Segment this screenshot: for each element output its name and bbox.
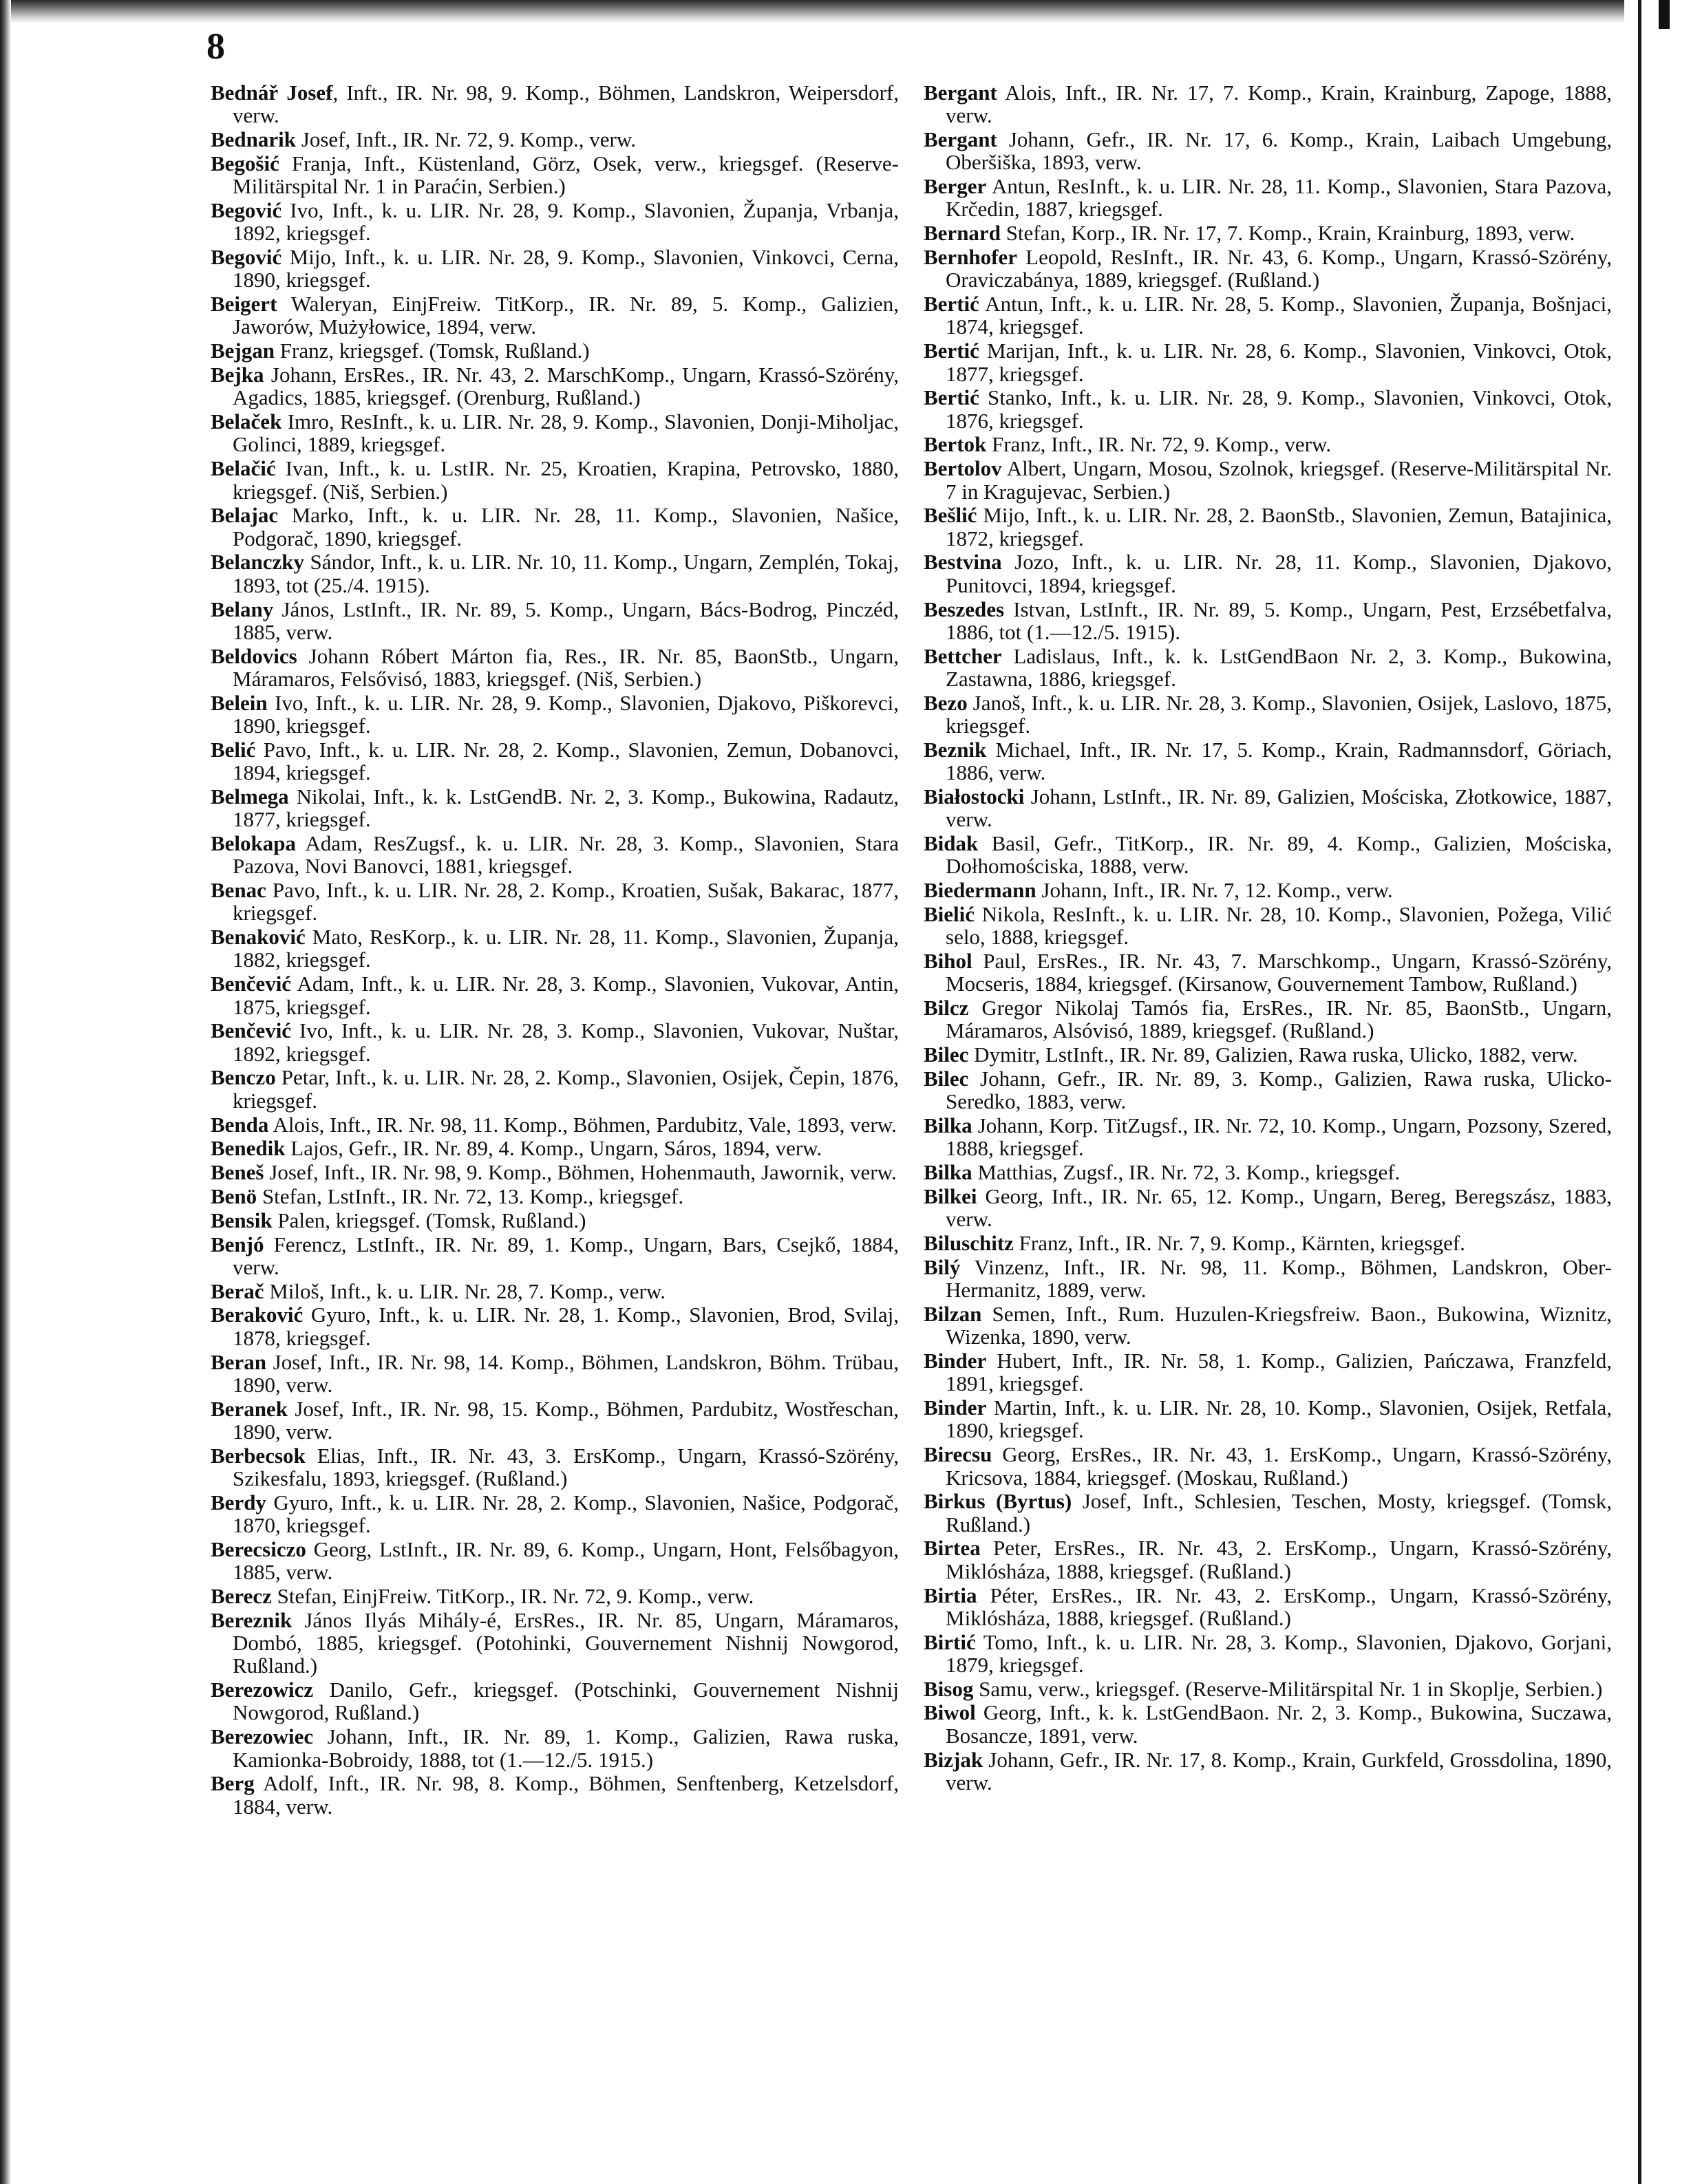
entry-surname: Belačić: [211, 456, 276, 481]
page-number: 8: [206, 25, 225, 67]
entry-surname: Bernhofer: [924, 245, 1018, 270]
list-entry: [924, 457, 1612, 503]
entry-details: , Inft., IR. Nr. 98, 9. Komp., Böhmen, Landskron, Weipersdorf, verw.: [233, 81, 899, 128]
entry-surname: Begović: [211, 197, 282, 222]
entry-surname: Beigert: [211, 292, 277, 317]
entry-surname: Belmega: [211, 784, 289, 809]
entry-details: Stanko, Inft., k. u. LIR. Nr. 28, 9. Komp., Slavonien, Vinkovci, Otok, 1876, kriegsgef.: [946, 385, 1612, 433]
entry-surname: Bizjak: [924, 1747, 983, 1772]
list-entry: [211, 1398, 899, 1444]
list-entry: [924, 292, 1612, 339]
list-entry: [211, 738, 899, 784]
entry-details: Dymitr, LstInft., IR. Nr. 89, Galizien, Rawa ruska, Ulicko, 1882, verw.: [968, 1042, 1578, 1067]
list-entry: [211, 1185, 899, 1208]
list-entry: [211, 879, 899, 925]
entry-surname: Binder: [924, 1349, 987, 1373]
list-entry: [924, 692, 1612, 738]
list-entry: [211, 1491, 899, 1537]
entry-details: Johann, LstInft., IR. Nr. 89, Galizien, Mościska, Złotkowice, 1887, verw.: [946, 784, 1612, 832]
entry-details: Adam, Inft., k. u. LIR. Nr. 28, 3. Komp., Slavonien, Vukovar, Antin, 1875, kriegsgef.: [233, 972, 899, 1019]
list-entry: [924, 175, 1612, 221]
entry-surname: Beranek: [211, 1396, 288, 1421]
entry-surname: Bertolov: [924, 456, 1002, 481]
entry-surname: Begošić: [211, 151, 279, 175]
list-entry: [924, 1584, 1612, 1630]
list-entry: [924, 1161, 1612, 1184]
entry-surname: Birtia: [924, 1583, 977, 1607]
scan-edge-left: [0, 0, 11, 2184]
list-entry: [924, 1678, 1612, 1700]
list-entry: [211, 152, 899, 198]
entry-surname: Bilka: [924, 1160, 972, 1185]
entry-details: Johann Róbert Márton fia, Res., IR. Nr. 85, BaonStb., Ungarn, Máramaros, Felsővisó, 1883, kriegsgef. (Niš, Serbien.): [233, 643, 899, 691]
list-entry: [924, 1256, 1612, 1302]
list-entry: [924, 1631, 1612, 1677]
entry-details: Nikola, ResInft., k. u. LIR. Nr. 28, 10. Komp., Slavonien, Požega, Vilić selo, 1888, kriegsgef.: [946, 901, 1612, 950]
entry-surname: Beran: [211, 1349, 266, 1374]
entry-details: Gyuro, Inft., k. u. LIR. Nr. 28, 2. Komp., Slavonien, Našice, Podgorač, 1870, kriegsgef.: [233, 1490, 899, 1538]
entry-details: Johann, Inft., IR. Nr. 89, 1. Komp., Galizien, Rawa ruska, Kamionka-Bobroidy, 1888, tot (1.—12./5. 1915.): [233, 1724, 899, 1772]
entry-surname: Belajac: [211, 503, 279, 528]
entry-surname: Belanczky: [211, 550, 305, 575]
entry-surname: Birtea: [924, 1536, 981, 1561]
entry-details: Nikolai, Inft., k. k. LstGendB. Nr. 2, 3. Komp., Bukowina, Radautz, 1877, kriegsgef.: [233, 784, 899, 832]
entry-surname: Bergant: [924, 127, 997, 152]
list-entry: [924, 1443, 1612, 1489]
list-entry: [211, 1280, 899, 1303]
entry-surname: Birkus (Byrtus): [924, 1489, 1072, 1514]
entry-details: Mijo, Inft., k. u. LIR. Nr. 28, 9. Komp., Slavonien, Vinkovci, Cerna, 1890, kriegsgef.: [233, 245, 899, 292]
list-entry: [924, 1043, 1612, 1066]
entry-details: Johann, ErsRes., IR. Nr. 43, 2. MarschKomp., Ungarn, Krassó-Szörény, Agadics, 1885, kriegsgef. (Orenburg, Rußland.): [233, 363, 899, 410]
entry-surname: Birtić: [924, 1629, 976, 1654]
entry-surname: Biedermann: [924, 878, 1036, 903]
entry-details: Sándor, Inft., k. u. LIR. Nr. 10, 11. Komp., Ungarn, Zemplén, Tokaj, 1893, tot (25./4. 1915).: [233, 550, 899, 597]
entry-details: Imro, ResInft., k. u. LIR. Nr. 28, 9. Komp., Slavonien, Donji-Miholjac, Golinci, 1889, kriegsgef.: [233, 409, 899, 457]
entry-surname: Bestvina: [924, 550, 1002, 575]
entry-surname: Bilka: [924, 1113, 972, 1138]
list-entry: [924, 832, 1612, 878]
entry-surname: Beraković: [211, 1303, 304, 1327]
entry-details: Ladislaus, Inft., k. k. LstGendBaon Nr. 2, 3. Komp., Bukowina, Zastawna, 1886, kriegsgef.: [946, 643, 1612, 691]
entry-surname: Berg: [211, 1771, 255, 1796]
list-entry: [211, 550, 899, 597]
entry-surname: Bednář Josef: [211, 81, 333, 105]
entry-details: Michael, Inft., IR. Nr. 17, 5. Komp., Krain, Radmannsdorf, Göriach, 1886, verw.: [946, 737, 1612, 785]
list-entry: [924, 996, 1612, 1042]
entry-details: Josef, Inft., IR. Nr. 72, 9. Komp., verw.: [296, 127, 636, 152]
list-entry: [924, 1701, 1612, 1747]
list-entry: [211, 81, 899, 127]
list-entry: [924, 1114, 1612, 1160]
entry-details: Gyuro, Inft., k. u. LIR. Nr. 28, 1. Komp., Slavonien, Brod, Svilaj, 1878, kriegsgef.: [233, 1303, 899, 1350]
entry-surname: Benac: [211, 878, 266, 903]
list-entry: [211, 199, 899, 245]
entry-surname: Białostocki: [924, 784, 1025, 809]
entry-surname: Bejgan: [211, 339, 275, 363]
entry-details: Ferencz, LstInft., IR. Nr. 89, 1. Komp., Ungarn, Bars, Csejkő, 1884, verw.: [233, 1232, 899, 1279]
list-entry: [924, 1349, 1612, 1395]
entry-surname: Benčević: [211, 972, 292, 996]
entry-details: Georg, LstInft., IR. Nr. 89, 6. Komp., Ungarn, Hont, Felsőbagyon, 1885, verw.: [233, 1537, 899, 1585]
entry-details: Franja, Inft., Küstenland, Görz, Osek, verw., kriegsgef. (Reserve-Militärspital Nr. 1 in Paraćin, Serbien.): [233, 151, 899, 199]
list-entry: [924, 738, 1612, 784]
entry-details: Albert, Ungarn, Mosou, Szolnok, kriegsgef. (Reserve-Militärspital Nr. 7 in Kragujevac, Serbien.): [946, 456, 1612, 504]
entry-details: János, LstInft., IR. Nr. 89, 5. Komp., Ungarn, Bács-Bodrog, Pinczéd, 1885, verw.: [233, 597, 899, 644]
list-entry: [211, 972, 899, 1018]
list-entry: [211, 1209, 899, 1232]
entry-details: Josef, Inft., IR. Nr. 98, 14. Komp., Böhmen, Landskron, Böhm. Trübau, 1890, verw.: [233, 1349, 899, 1397]
entry-surname: Belany: [211, 597, 274, 621]
right-column: [924, 81, 1612, 1795]
entry-details: Marijan, Inft., k. u. LIR. Nr. 28, 6. Komp., Slavonien, Vinkovci, Otok, 1877, kriegsgef.: [946, 339, 1612, 386]
entry-surname: Biluschitz: [924, 1231, 1014, 1256]
list-entry: [924, 1232, 1612, 1254]
entry-details: Jozo, Inft., k. u. LIR. Nr. 28, 11. Komp., Slavonien, Djakovo, Punitovci, 1894, kriegsgef.: [946, 550, 1612, 597]
entry-surname: Benö: [211, 1184, 257, 1208]
entry-surname: Berač: [211, 1278, 264, 1303]
list-entry: [924, 386, 1612, 432]
entry-details: Josef, Inft., IR. Nr. 98, 15. Komp., Böhmen, Pardubitz, Wostřeschan, 1890, verw.: [233, 1396, 899, 1444]
entry-details: Paul, ErsRes., IR. Nr. 43, 7. Marschkomp., Ungarn, Krassó-Szörény, Mocseris, 1884, kriegsgef. (Kirsanow, Gouvernement Tambow, Rußland.): [946, 948, 1612, 996]
entry-details: Johann, Inft., IR. Nr. 7, 12. Komp., verw.: [1036, 878, 1393, 903]
entry-details: Pavo, Inft., k. u. LIR. Nr. 28, 2. Komp., Kroatien, Sušak, Bakarac, 1877, kriegsgef.: [233, 878, 899, 925]
entry-surname: Belaček: [211, 409, 282, 434]
list-entry: [924, 81, 1612, 127]
entry-surname: Belein: [211, 690, 268, 715]
list-entry: [924, 785, 1612, 831]
entry-details: Leopold, ResInft., IR. Nr. 43, 6. Komp., Ungarn, Krassó-Szörény, Oraviczabánya, 1889, kriegsgef. (Rußland.): [946, 245, 1612, 292]
entry-surname: Bilý: [924, 1254, 961, 1279]
entry-details: Tomo, Inft., k. u. LIR. Nr. 28, 3. Komp., Slavonien, Djakovo, Gorjani, 1879, kriegsgef.: [946, 1629, 1612, 1677]
entry-details: Adolf, Inft., IR. Nr. 98, 8. Komp., Böhmen, Senftenberg, Ketzelsdorf, 1884, verw.: [233, 1771, 899, 1819]
entry-details: Elias, Inft., IR. Nr. 43, 3. ErsKomp., Ungarn, Krassó-Szörény, Szikesfalu, 1893, kriegsgef. (Rußland.): [233, 1443, 899, 1491]
list-entry: [924, 598, 1612, 644]
entry-surname: Benda: [211, 1112, 269, 1137]
entry-surname: Bernard: [924, 221, 1001, 246]
entry-surname: Berger: [924, 174, 987, 199]
list-entry: [211, 1585, 899, 1607]
entry-surname: Bidak: [924, 831, 979, 855]
list-entry: [211, 1444, 899, 1490]
entry-surname: Bešlić: [924, 503, 977, 528]
entry-details: Martin, Inft., k. u. LIR. Nr. 28, 10. Komp., Slavonien, Osijek, Retfala, 1890, kriegsgef.: [946, 1395, 1612, 1443]
entry-surname: Bertić: [924, 385, 979, 410]
entry-surname: Bilec: [924, 1042, 969, 1067]
entry-details: Stefan, EinjFreiw. TitKorp., IR. Nr. 72, 9. Komp., verw.: [271, 1584, 754, 1608]
entry-details: Antun, ResInft., k. u. LIR. Nr. 28, 11. Komp., Slavonien, Stara Pazova, Krčedin, 1887, kriegsgef.: [946, 174, 1612, 222]
entry-details: Franz, Inft., IR. Nr. 7, 9. Komp., Kärnten, kriegsgef.: [1013, 1231, 1465, 1256]
entry-surname: Benjó: [211, 1232, 264, 1256]
list-entry: [211, 1351, 899, 1397]
list-entry: [924, 1490, 1612, 1536]
entry-details: Ivo, Inft., k. u. LIR. Nr. 28, 9. Komp., Slavonien, Županja, Vrbanja, 1892, kriegsgef.: [233, 197, 899, 246]
list-entry: [211, 1233, 899, 1279]
right-edge-tab: [1659, 0, 1670, 29]
list-entry: [211, 925, 899, 972]
list-entry: [924, 1537, 1612, 1583]
entry-details: Mato, ResKorp., k. u. LIR. Nr. 28, 11. Komp., Slavonien, Županja, 1882, kriegsgef.: [233, 925, 899, 972]
entry-surname: Berezowicz: [211, 1678, 314, 1702]
entry-surname: Beneš: [211, 1160, 264, 1185]
list-entry: [211, 645, 899, 691]
entry-details: Istvan, LstInft., IR. Nr. 89, 5. Komp., Ungarn, Pest, Erzsébetfalva, 1886, tot (1.—12./5. 1915).: [946, 597, 1612, 644]
list-entry: [211, 1538, 899, 1584]
entry-surname: Bereznik: [211, 1607, 293, 1632]
entry-surname: Bertok: [924, 432, 987, 457]
entry-details: Janoš, Inft., k. u. LIR. Nr. 28, 3. Komp., Slavonien, Osijek, Laslovo, 1875, kriegsgef.: [946, 690, 1612, 738]
entry-details: Josef, Inft., IR. Nr. 98, 9. Komp., Böhmen, Hohenmauth, Jawornik, verw.: [264, 1160, 897, 1185]
entry-details: Alois, Inft., IR. Nr. 98, 11. Komp., Böhmen, Pardubitz, Vale, 1893, verw.: [268, 1112, 897, 1137]
entry-surname: Bertić: [924, 292, 979, 317]
entry-surname: Bezo: [924, 690, 968, 715]
entry-details: Franz, kriegsgef. (Tomsk, Rußland.): [275, 339, 590, 363]
entry-surname: Belokapa: [211, 831, 297, 855]
list-entry: [924, 128, 1612, 174]
entry-details: Marko, Inft., k. u. LIR. Nr. 28, 11. Komp., Slavonien, Našice, Podgorač, 1890, kriegsgef.: [233, 503, 899, 550]
entry-details: Stefan, LstInft., IR. Nr. 72, 13. Komp., kriegsgef.: [257, 1184, 684, 1208]
list-entry: [211, 457, 899, 503]
entry-details: Alois, Inft., IR. Nr. 17, 7. Komp., Krain, Krainburg, Zapoge, 1888, verw.: [946, 81, 1612, 128]
entry-surname: Bilec: [924, 1066, 969, 1091]
list-entry: [211, 1113, 899, 1136]
list-entry: [924, 339, 1612, 385]
entry-surname: Bertić: [924, 339, 979, 363]
list-entry: [924, 950, 1612, 996]
entry-details: Johann, Korp. TitZugsf., IR. Nr. 72, 10. Komp., Ungarn, Pozsony, Szered, 1888, kriegsgef.: [946, 1113, 1612, 1161]
list-entry: [211, 246, 899, 292]
entry-details: Palen, kriegsgef. (Tomsk, Rußland.): [272, 1208, 586, 1232]
list-entry: [211, 1725, 899, 1771]
entry-surname: Benaković: [211, 925, 306, 950]
entry-surname: Biwol: [924, 1700, 976, 1725]
entry-surname: Bilkei: [924, 1184, 977, 1208]
list-entry: [924, 645, 1612, 691]
list-entry: [211, 1019, 899, 1065]
entry-details: Johann, Gefr., IR. Nr. 17, 6. Komp., Krain, Laibach Umgebung, Oberšiška, 1893, verw.: [946, 127, 1612, 175]
entry-details: Lajos, Gefr., IR. Nr. 89, 4. Komp., Ungarn, Sáros, 1894, verw.: [285, 1136, 822, 1161]
entry-details: János Ilyás Mihály-é, ErsRes., IR. Nr. 85, Ungarn, Máramaros, Dombó, 1885, kriegsgef. (Potohinki, Gouvernement Nishnij Nowgorod, Rußland.): [233, 1607, 899, 1678]
list-entry: [211, 692, 899, 738]
list-entry: [924, 433, 1612, 456]
entry-surname: Bilcz: [924, 996, 969, 1020]
entry-surname: Bensik: [211, 1208, 273, 1232]
list-entry: [211, 1066, 899, 1112]
list-entry: [211, 598, 899, 644]
entry-details: Ivan, Inft., k. u. LstIR. Nr. 25, Kroatien, Krapina, Petrovsko, 1880, kriegsgef. (Niš, Serbien.): [233, 456, 899, 504]
entry-surname: Bednarik: [211, 127, 297, 152]
list-entry: [211, 1303, 899, 1349]
list-entry: [211, 1678, 899, 1724]
entry-details: Georg, ErsRes., IR. Nr. 43, 1. ErsKomp., Ungarn, Krassó-Szörény, Kricsova, 1884, kriegsgef. (Moskau, Rußland.): [946, 1442, 1612, 1490]
entry-details: Georg, Inft., k. k. LstGendBaon. Nr. 2, 3. Komp., Bukowina, Suczawa, Bosancze, 1891, verw.: [946, 1700, 1612, 1748]
entry-surname: Berezowiec: [211, 1724, 314, 1749]
entry-surname: Benedik: [211, 1136, 286, 1161]
entry-details: Danilo, Gefr., kriegsgef. (Potschinki, Gouvernement Nishnij Nowgorod, Rußland.): [233, 1678, 899, 1725]
entry-surname: Berecsiczo: [211, 1537, 306, 1561]
entry-details: Miloš, Inft., k. u. LIR. Nr. 28, 7. Komp., verw.: [264, 1278, 666, 1303]
list-entry: [924, 1185, 1612, 1231]
entry-details: Vinzenz, Inft., IR. Nr. 98, 11. Komp., Böhmen, Landskron, Ober-Hermanitz, 1889, verw.: [946, 1254, 1612, 1303]
list-entry: [211, 832, 899, 878]
entry-details: Antun, Inft., k. u. LIR. Nr. 28, 5. Komp., Slavonien, Županja, Bošnjaci, 1874, kriegsgef.: [946, 292, 1612, 339]
entry-details: Ivo, Inft., k. u. LIR. Nr. 28, 9. Komp., Slavonien, Djakovo, Piškorevci, 1890, kriegsgef.: [233, 690, 899, 738]
entry-details: Georg, Inft., IR. Nr. 65, 12. Komp., Ungarn, Bereg, Beregszász, 1883, verw.: [946, 1184, 1612, 1232]
list-entry: [924, 903, 1612, 949]
entry-surname: Bergant: [924, 81, 997, 105]
entry-surname: Bielić: [924, 901, 975, 926]
list-entry: [924, 1748, 1612, 1795]
entry-details: Stefan, Korp., IR. Nr. 17, 7. Komp., Krain, Krainburg, 1893, verw.: [1000, 221, 1575, 246]
list-entry: [924, 222, 1612, 244]
entry-details: Peter, ErsRes., IR. Nr. 43, 2. ErsKomp., Ungarn, Krassó-Szörény, Miklósháza, 1888, kriegsgef. (Rußland.): [946, 1536, 1612, 1583]
list-entry: [924, 504, 1612, 550]
entry-surname: Bejka: [211, 363, 264, 387]
list-entry: [211, 128, 899, 151]
entry-surname: Benczo: [211, 1065, 276, 1090]
list-entry: [211, 785, 899, 831]
list-entry: [211, 1609, 899, 1678]
entry-surname: Benčević: [211, 1018, 292, 1043]
entry-surname: Beszedes: [924, 597, 1005, 621]
entry-surname: Berdy: [211, 1490, 266, 1514]
entry-details: Samu, verw., kriegsgef. (Reserve-Militärspital Nr. 1 in Skoplje, Serbien.): [973, 1676, 1603, 1701]
entry-surname: Bisog: [924, 1676, 974, 1701]
list-entry: [924, 1067, 1612, 1113]
entry-details: Adam, ResZugsf., k. u. LIR. Nr. 28, 3. Komp., Slavonien, Stara Pazova, Novi Banovci, 1881, kriegsgef.: [233, 831, 899, 879]
scan-edge-right: [1624, 0, 1691, 2184]
list-entry: [924, 879, 1612, 901]
right-edge-rule: [1638, 0, 1641, 2184]
entry-details: Semen, Inft., Rum. Huzulen-Kriegsfreiw. Baon., Bukowina, Wiznitz, Wizenka, 1890, verw.: [946, 1301, 1612, 1349]
entry-surname: Bihol: [924, 948, 972, 973]
entry-details: Waleryan, EinjFreiw. TitKorp., IR. Nr. 89, 5. Komp., Galizien, Jaworów, Mużyłowice, 1894, verw.: [233, 292, 899, 339]
entry-surname: Bettcher: [924, 643, 1002, 668]
entry-details: Péter, ErsRes., IR. Nr. 43, 2. ErsKomp., Ungarn, Krassó-Szörény, Miklósháza, 1888, kriegsgef. (Rußland.): [946, 1583, 1612, 1630]
scan-edge-top: [0, 0, 1691, 23]
entry-details: Petar, Inft., k. u. LIR. Nr. 28, 2. Komp., Slavonien, Osijek, Čepin, 1876, kriegsgef.: [233, 1065, 899, 1113]
list-entry: [211, 1161, 899, 1184]
entry-details: Matthias, Zugsf., IR. Nr. 72, 3. Komp., kriegsgef.: [972, 1160, 1401, 1185]
entry-details: Johann, Gefr., IR. Nr. 17, 8. Komp., Krain, Gurkfeld, Grossdolina, 1890, verw.: [946, 1747, 1612, 1795]
list-entry: [924, 246, 1612, 292]
list-entry: [211, 292, 899, 339]
entry-details: Hubert, Inft., IR. Nr. 58, 1. Komp., Galizien, Pańczawa, Franzfeld, 1891, kriegsgef.: [946, 1349, 1612, 1396]
entry-surname: Bilzan: [924, 1301, 982, 1326]
entry-details: Pavo, Inft., k. u. LIR. Nr. 28, 2. Komp., Slavonien, Zemun, Dobanovci, 1894, kriegsgef.: [233, 737, 899, 785]
list-entry: [924, 1396, 1612, 1442]
entry-surname: Beldovics: [211, 643, 297, 668]
entry-details: Basil, Gefr., TitKorp., IR. Nr. 89, 4. Komp., Galizien, Mościska, Dołhomościska, 1888, verw.: [946, 831, 1612, 879]
list-entry: [211, 1137, 899, 1159]
list-entry: [211, 410, 899, 456]
list-entry: [924, 1303, 1612, 1349]
entry-details: Ivo, Inft., k. u. LIR. Nr. 28, 3. Komp., Slavonien, Vukovar, Nuštar, 1892, kriegsgef.: [233, 1018, 899, 1066]
entry-surname: Binder: [924, 1395, 987, 1420]
entry-surname: Berecz: [211, 1584, 272, 1608]
list-entry: [211, 339, 899, 362]
list-entry: [211, 1772, 899, 1818]
entry-surname: Berbecsok: [211, 1443, 306, 1468]
list-entry: [211, 504, 899, 550]
entry-details: Franz, Inft., IR. Nr. 72, 9. Komp., verw.: [986, 432, 1332, 457]
entry-details: Josef, Inft., Schlesien, Teschen, Mosty, kriegsgef. (Tomsk, Rußland.): [946, 1489, 1612, 1537]
entry-surname: Begović: [211, 245, 282, 270]
left-column: [211, 81, 899, 1819]
entry-details: Mijo, Inft., k. u. LIR. Nr. 28, 2. BaonStb., Slavonien, Zemun, Batajinica, 1872, kriegsgef.: [946, 503, 1612, 550]
list-entry: [211, 363, 899, 409]
entry-details: Gregor Nikolaj Tamós fia, ErsRes., IR. Nr. 85, BaonStb., Ungarn, Máramaros, Alsóvisó, 1889, kriegsgef. (Rußland.): [946, 996, 1612, 1043]
list-entry: [924, 550, 1612, 597]
entry-surname: Birecsu: [924, 1442, 992, 1467]
entry-surname: Belić: [211, 737, 256, 762]
entry-details: Johann, Gefr., IR. Nr. 89, 3. Komp., Galizien, Rawa ruska, Ulicko-Seredko, 1883, verw.: [946, 1066, 1612, 1114]
entry-surname: Beznik: [924, 737, 987, 762]
